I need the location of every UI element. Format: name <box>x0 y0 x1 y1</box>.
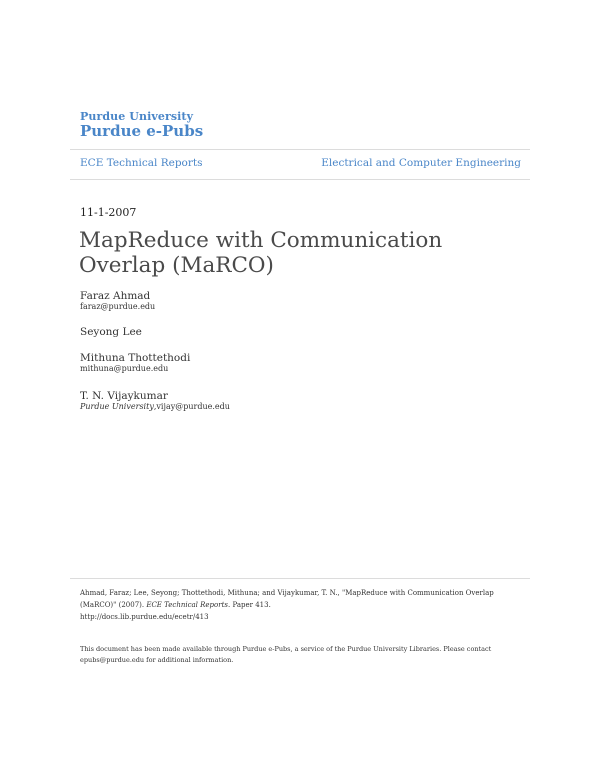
series-link[interactable]: ECE Technical Reports <box>80 157 203 169</box>
author-name: Faraz Ahmad <box>80 290 151 302</box>
author-email[interactable]: ,vijay@purdue.edu <box>153 402 230 411</box>
availability-notice: This document has been made available through Purdue e-Pubs, a service of the Purdue University Libraries. Please contact epubs@purdue.edu for additional information. <box>80 645 492 664</box>
author-name: T. N. Vijaykumar <box>80 390 168 402</box>
author-entry <box>80 326 142 338</box>
author-affiliation-line <box>80 402 230 411</box>
author-email[interactable]: mithuna@purdue.edu <box>80 364 169 373</box>
publication-date: 11-1-2007 <box>80 206 137 219</box>
citation-paper-number: . Paper 413. <box>228 601 271 609</box>
author-entry <box>80 352 190 373</box>
footer-divider <box>70 578 530 579</box>
author-affiliation: Purdue University <box>80 402 154 411</box>
header-divider <box>70 179 530 180</box>
author-entry <box>80 390 230 411</box>
citation-url[interactable]: http://docs.lib.purdue.edu/ecetr/413 <box>80 613 209 621</box>
author-entry <box>80 290 155 311</box>
author-name: Seyong Lee <box>80 326 142 338</box>
repository-name[interactable]: Purdue e-Pubs <box>80 122 204 140</box>
author-name: Mithuna Thottethodi <box>80 352 191 364</box>
citation-text: Ahmad, Faraz; Lee, Seyong; Thottethodi, Mithuna; and Vijaykumar, T. N., "MapReduce with Communication Overlap (MaRCO)" (2007). <box>80 589 494 609</box>
top-divider <box>70 149 530 150</box>
institution-name[interactable]: Purdue University <box>80 110 194 123</box>
citation-block <box>80 587 530 623</box>
paper-title: MapReduce with Communication Overlap (MaRCO) <box>79 228 443 278</box>
citation-series: ECE Technical Reports <box>146 601 229 609</box>
department-link[interactable]: Electrical and Computer Engineering <box>321 157 521 169</box>
author-email[interactable]: faraz@purdue.edu <box>80 302 156 311</box>
